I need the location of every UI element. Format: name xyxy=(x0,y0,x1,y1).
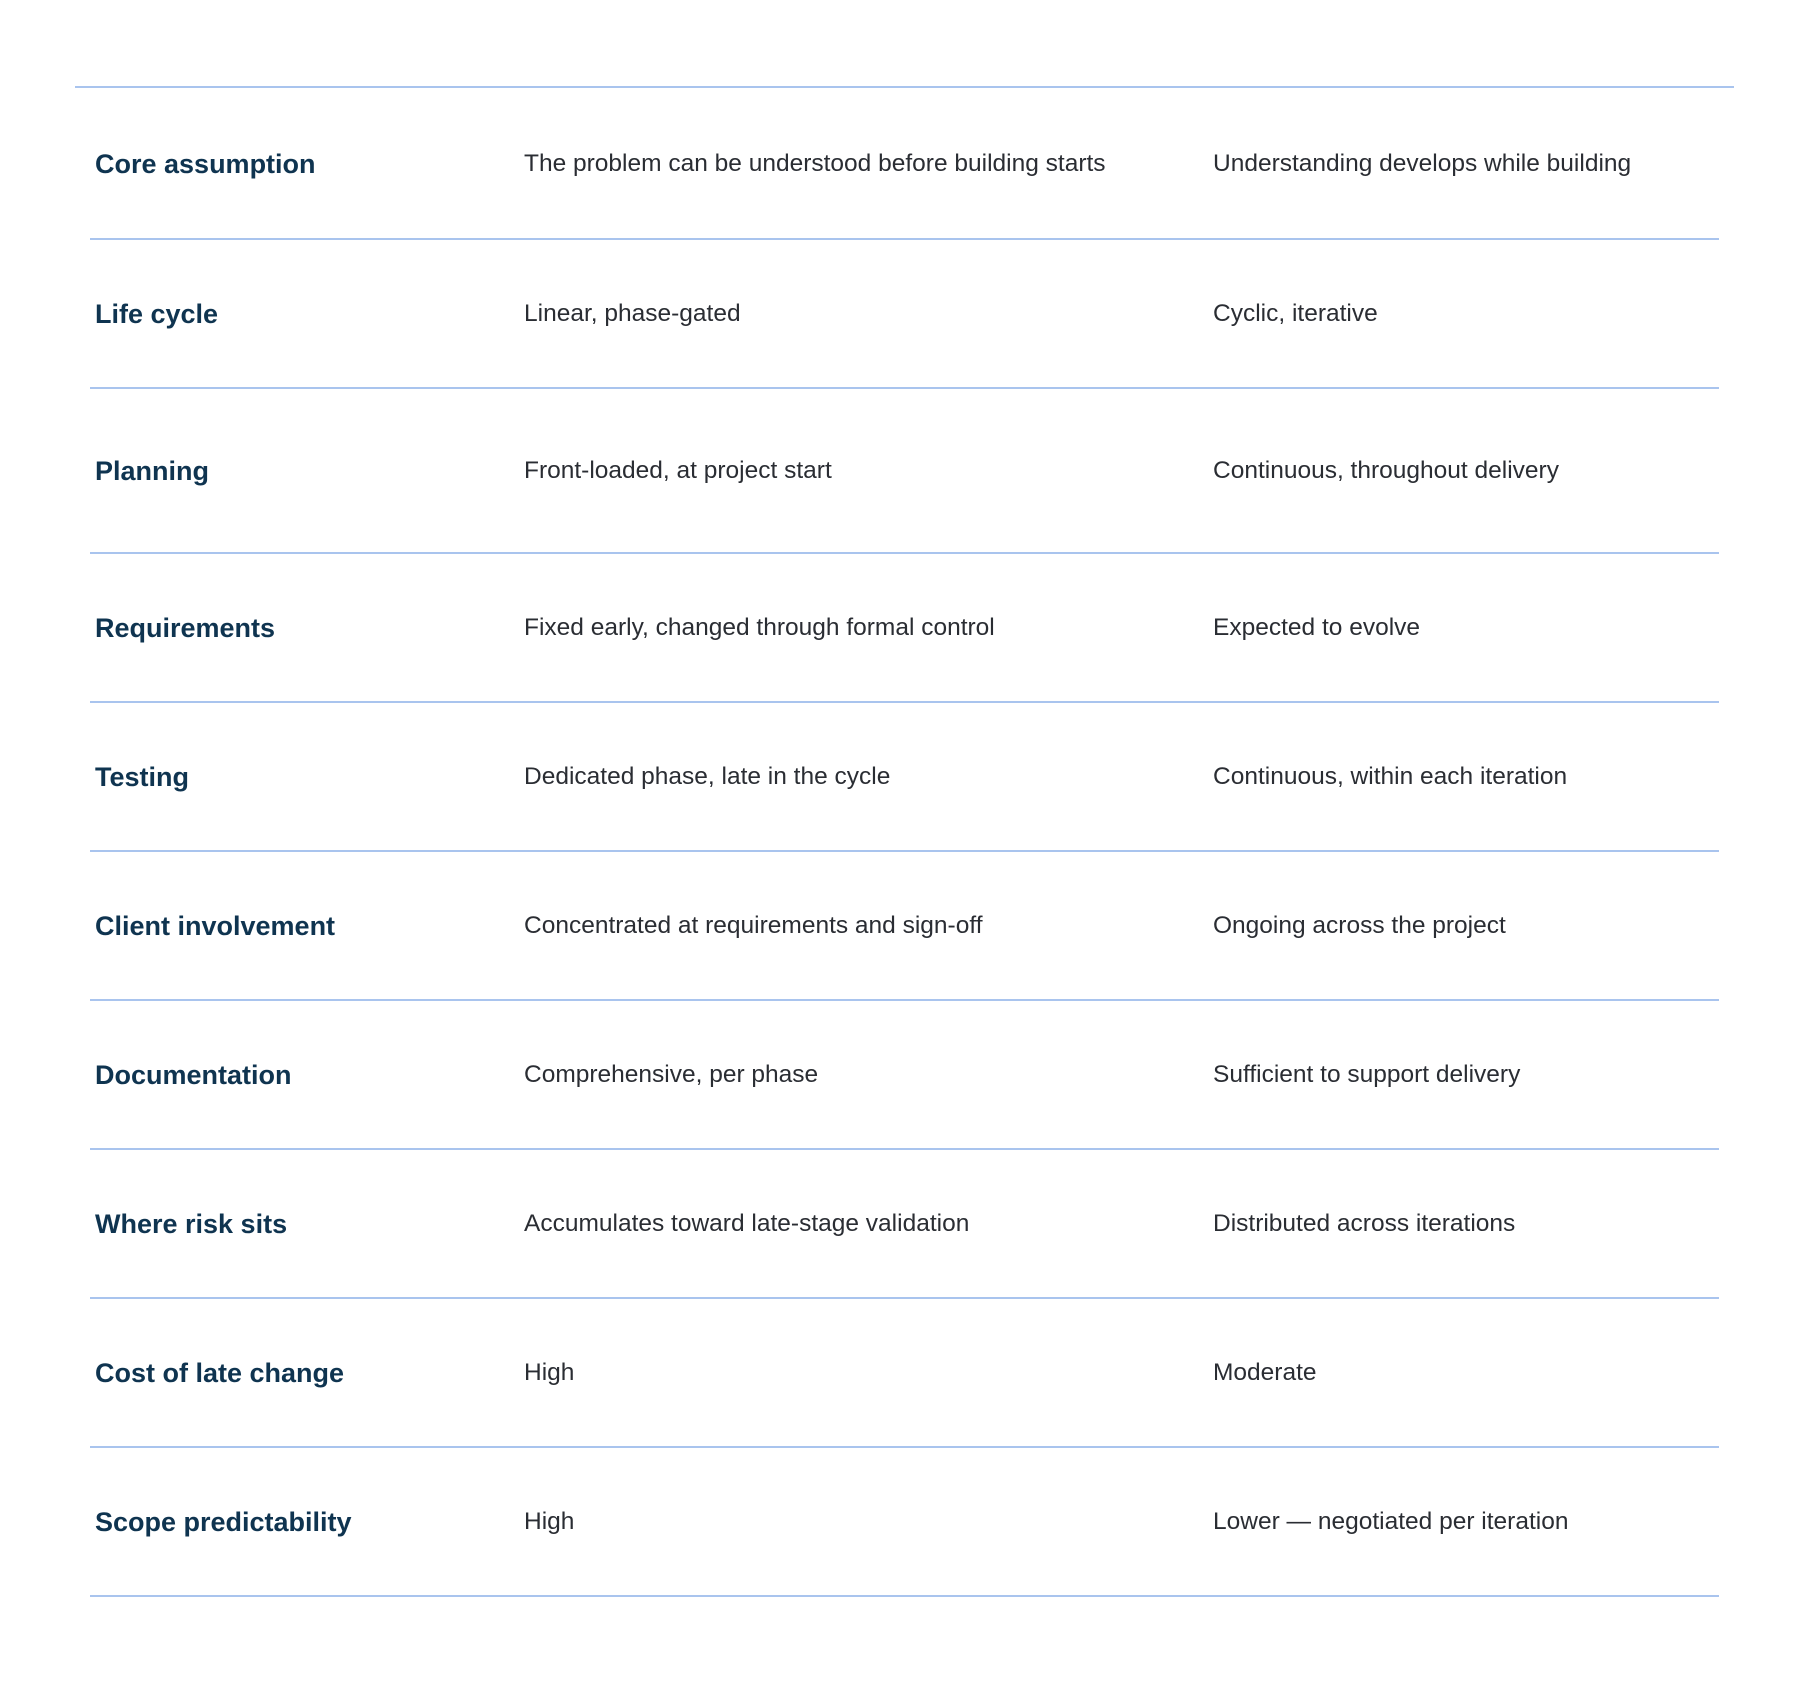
column-a-value: High xyxy=(524,1507,575,1535)
column-a-value: Front-loaded, at project start xyxy=(524,456,832,484)
column-a-value: Comprehensive, per phase xyxy=(524,1060,819,1088)
row-label: Scope predictability xyxy=(95,1506,352,1537)
table-row xyxy=(90,1001,1719,1150)
row-label: Core assumption xyxy=(95,149,316,179)
column-b-value: Moderate xyxy=(1213,1358,1317,1386)
table-top-rule xyxy=(75,86,1734,88)
table-row xyxy=(90,852,1719,1001)
column-a-value: Fixed early, changed through formal control xyxy=(524,613,995,641)
row-label: Life cycle xyxy=(95,298,219,329)
column-a-value: Concentrated at requirements and sign-off xyxy=(524,911,983,939)
column-b-value: Sufficient to support delivery xyxy=(1213,1060,1521,1088)
table-row xyxy=(90,389,1719,554)
table-row xyxy=(90,703,1719,852)
column-b-value: Lower — negotiated per iteration xyxy=(1213,1507,1569,1535)
column-b-value: Distributed across iterations xyxy=(1213,1209,1516,1237)
row-label: Requirements xyxy=(95,612,276,643)
column-b-value: Understanding develops while building xyxy=(1213,150,1632,177)
row-label: Cost of late change xyxy=(95,1357,345,1388)
column-b-value: Expected to evolve xyxy=(1213,613,1421,641)
row-label: Documentation xyxy=(95,1059,292,1090)
table-row xyxy=(90,1150,1719,1299)
column-b-value: Ongoing across the project xyxy=(1213,911,1506,939)
column-a-value: Dedicated phase, late in the cycle xyxy=(524,762,891,790)
column-b-value: Continuous, throughout delivery xyxy=(1213,456,1559,484)
column-a-value: The problem can be understood before building starts xyxy=(524,150,1106,177)
column-a-value: Linear, phase-gated xyxy=(524,299,741,327)
row-label: Testing xyxy=(95,761,189,792)
row-label: Planning xyxy=(95,455,209,486)
table-row xyxy=(90,90,1719,240)
column-b-value: Continuous, within each iteration xyxy=(1213,762,1568,790)
table-row xyxy=(90,240,1719,389)
column-a-value: Accumulates toward late-stage validation xyxy=(524,1209,970,1237)
table-row xyxy=(90,1448,1719,1597)
table-row xyxy=(90,554,1719,703)
column-a-value: High xyxy=(524,1358,575,1386)
row-label: Client involvement xyxy=(95,910,336,941)
row-label: Where risk sits xyxy=(95,1208,288,1239)
column-b-value: Cyclic, iterative xyxy=(1213,299,1378,327)
table-row xyxy=(90,1299,1719,1448)
comparison-table xyxy=(90,90,1719,1597)
